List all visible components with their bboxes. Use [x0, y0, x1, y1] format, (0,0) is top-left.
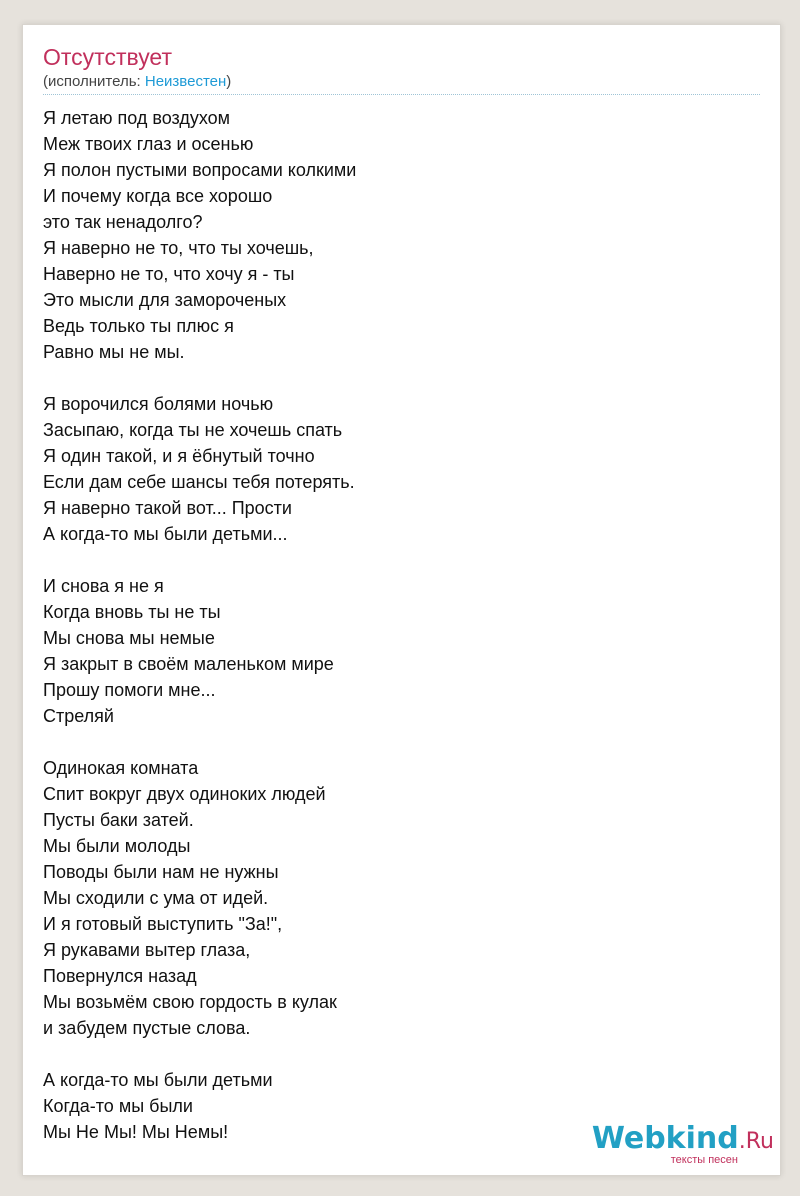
lyric-line: А когда-то мы были детьми... [43, 524, 288, 544]
lyric-line: Я наверно такой вот... Прости [43, 498, 292, 518]
artist-link[interactable]: Неизвестен [144, 73, 227, 90]
lyric-line: Поводы были нам не нужны [43, 862, 279, 882]
lyric-line: Пусты баки затей. [43, 810, 194, 830]
lyric-line: Я полон пустыми вопросами колкими [43, 160, 357, 180]
lyric-line: Я летаю под воздухом [43, 108, 231, 128]
lyric-line: Когда-то мы были [43, 1096, 193, 1116]
lyric-line: Стреляй [43, 706, 114, 726]
lyric-line: Я один такой, и я ёбнутый точно [43, 446, 315, 466]
lyric-line: Равно мы не мы. [43, 342, 185, 362]
lyric-line: Я ворочился болями ночью [43, 394, 274, 414]
logo-suffix: .Ru [738, 1129, 774, 1154]
lyrics-card [22, 24, 781, 1176]
lyric-line: Мы были молоды [43, 836, 191, 856]
lyric-line: Если дам себе шансы тебя потерять. [43, 472, 355, 492]
lyric-line: Засыпаю, когда ты не хочешь спать [43, 420, 343, 440]
lyric-line: Я наверно не то, что ты хочешь, [43, 238, 314, 258]
lyric-line: Мы снова мы немые [43, 628, 215, 648]
lyrics-text [43, 105, 743, 1145]
lyric-line: Мы Не Мы! Мы Немы! [43, 1122, 229, 1142]
lyric-line: Ведь только ты плюс я [43, 316, 234, 336]
lyric-line: Я закрыт в своём маленьком мире [43, 654, 334, 674]
byline-suffix: ) [226, 73, 232, 90]
lyric-line: Когда вновь ты не ты [43, 602, 221, 622]
artist-byline [43, 73, 231, 91]
song-title: Отсутствует [43, 44, 172, 70]
lyric-line: и забудем пустые слова. [43, 1018, 251, 1038]
lyric-line: это так ненадолго? [43, 212, 203, 232]
lyric-line: Одинокая комната [43, 758, 199, 778]
stanza-gap [43, 365, 743, 391]
lyric-line: А когда-то мы были детьми [43, 1070, 273, 1090]
lyric-line: И почему когда все хорошо [43, 186, 273, 206]
lyric-line: И я готовый выступить "За!", [43, 914, 283, 934]
lyric-line: Мы возьмём свою гордость в кулак [43, 992, 337, 1012]
title-divider [43, 94, 760, 95]
lyric-line: И снова я не я [43, 576, 164, 596]
logo-name: Webkind [591, 1121, 739, 1156]
lyric-line: Это мысли для замороченых [43, 290, 287, 310]
stanza-gap [43, 729, 743, 755]
lyric-line: Меж твоих глаз и осенью [43, 134, 254, 154]
lyric-line: Мы сходили с ума от идей. [43, 888, 269, 908]
lyric-line: Наверно не то, что хочу я - ты [43, 264, 295, 284]
lyric-line: Прошу помоги мне... [43, 680, 216, 700]
stanza-gap [43, 1041, 743, 1067]
lyric-line: Повернулся назад [43, 966, 197, 986]
logo-tagline: тексты песен [670, 1154, 738, 1166]
lyric-line: Спит вокруг двух одиноких людей [43, 784, 326, 804]
byline-prefix: (исполнитель: [43, 73, 145, 90]
webkind-logo[interactable] [574, 1121, 774, 1171]
stanza-gap [43, 547, 743, 573]
lyric-line: Я рукавами вытер глаза, [43, 940, 251, 960]
